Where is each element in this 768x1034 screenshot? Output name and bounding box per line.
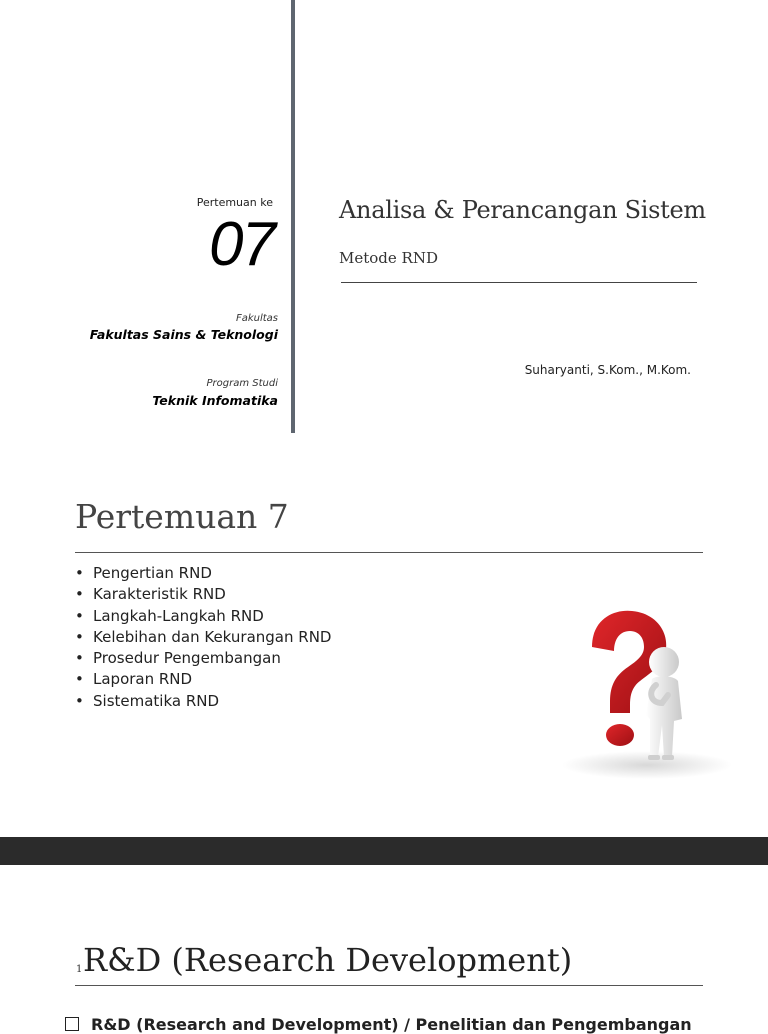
list-item: • Langkah-Langkah RND <box>75 606 331 627</box>
list-item: • Karakteristik RND <box>75 584 331 605</box>
program-value: Teknik Infomatika <box>152 393 278 408</box>
outline-underline <box>75 552 703 553</box>
outline-title: Pertemuan 7 <box>75 497 289 536</box>
list-item: • Laporan RND <box>75 669 331 690</box>
section-title: R&D (Research Development) <box>83 941 573 979</box>
list-item: • Sistematika RND <box>75 691 331 712</box>
section-slide <box>0 865 768 1034</box>
course-subtitle: Metode RND <box>339 249 438 267</box>
vertical-divider <box>291 0 295 433</box>
question-mark-figure-icon <box>552 607 733 783</box>
faculty-value: Fakultas Sains & Teknologi <box>89 327 278 342</box>
list-item: • Prosedur Pengembangan <box>75 648 331 669</box>
section-underline <box>75 985 703 986</box>
cover-slide <box>0 0 768 437</box>
section-number: 1 <box>76 964 83 975</box>
course-title: Analisa & Perancangan Sistem <box>339 196 706 224</box>
list-item: • Pengertian RND <box>75 563 331 584</box>
outline-slide <box>0 437 768 837</box>
section-body <box>65 1015 710 1034</box>
meeting-number: 07 <box>209 210 274 279</box>
outline-list <box>75 563 331 712</box>
meeting-label: Pertemuan ke <box>196 196 273 209</box>
checkbox-bullet-icon <box>65 1017 79 1031</box>
program-caption: Program Studi <box>206 378 278 389</box>
slide-divider-bar <box>0 837 768 865</box>
faculty-caption: Fakultas <box>235 313 278 324</box>
author-name: Suharyanti, S.Kom., M.Kom. <box>524 363 691 377</box>
title-underline <box>341 282 697 283</box>
list-item: • Kelebihan dan Kekurangan RND <box>75 627 331 648</box>
section-body-text: R&D (Research and Development) / Penelitian dan Pengembangan <box>91 1015 692 1034</box>
